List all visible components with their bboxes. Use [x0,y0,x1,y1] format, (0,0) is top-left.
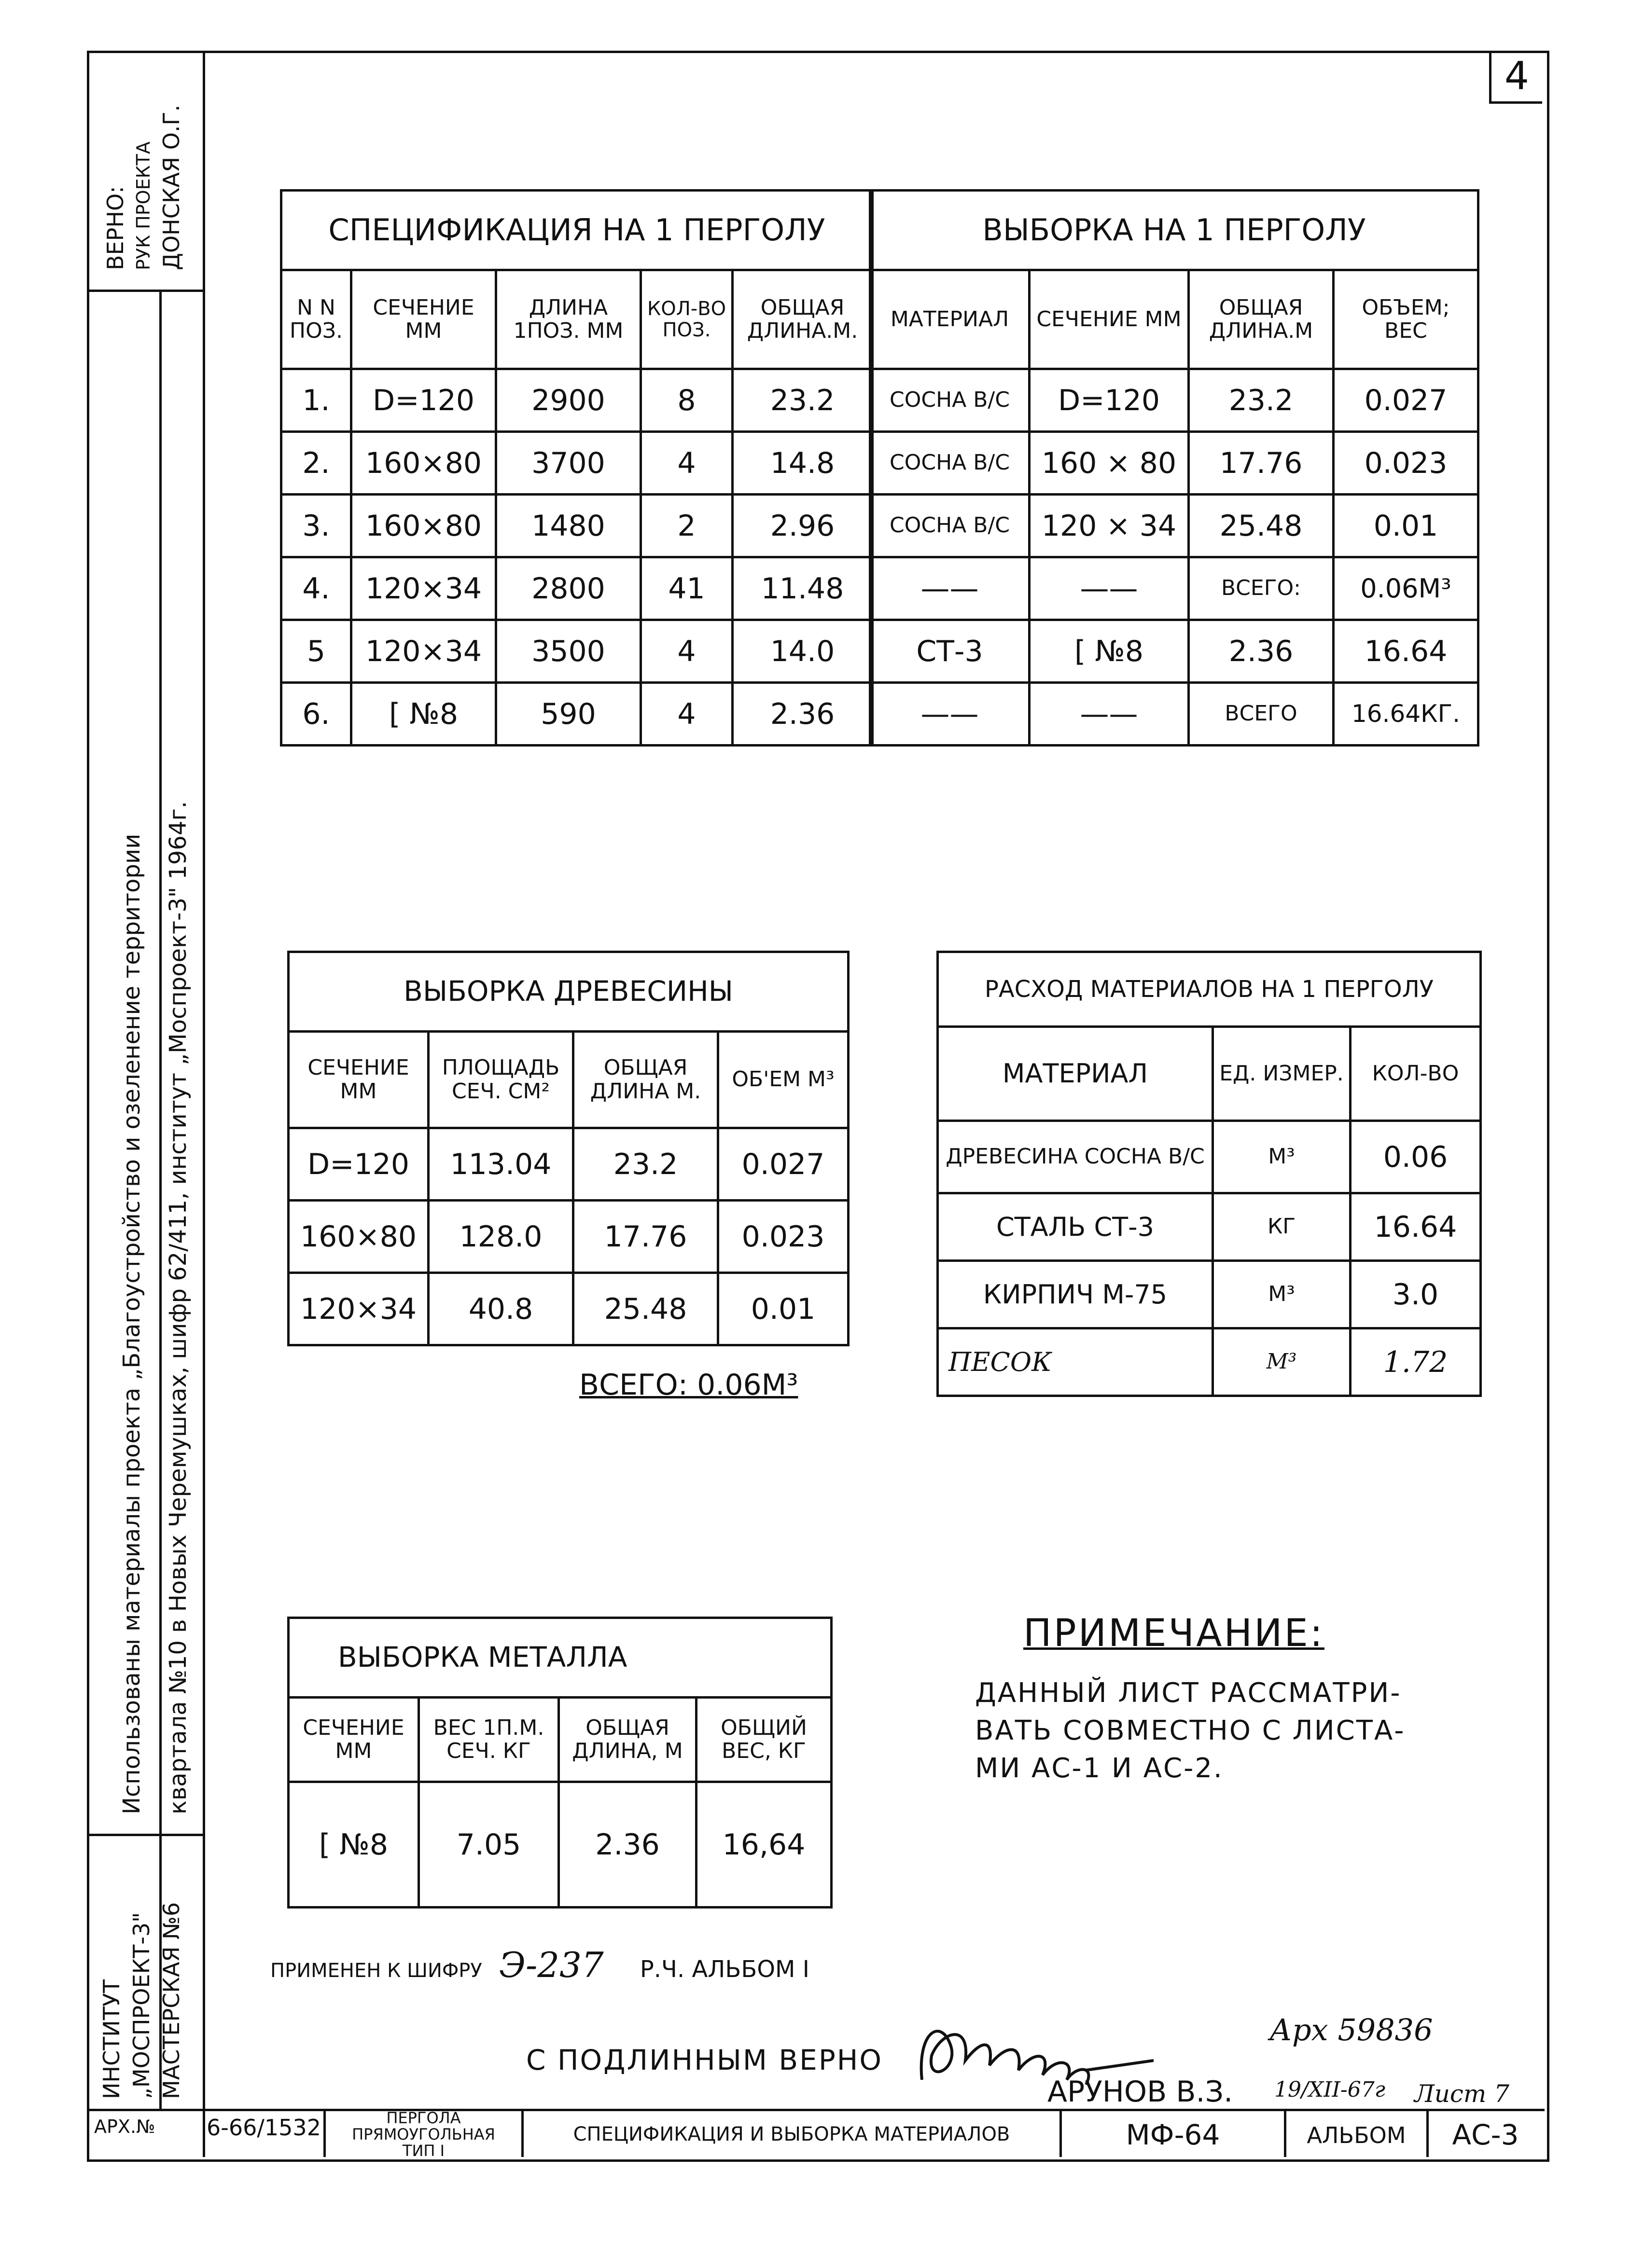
table-row [281,557,873,620]
table-row [870,620,1478,683]
wood-cell: 0.01 [718,1273,849,1345]
title-block-code: МФ-64 [1126,2118,1220,2151]
table-row [289,1782,832,1908]
table-row [938,1261,1481,1328]
metal-cell: [ №8 [289,1782,419,1908]
table-row [281,495,873,557]
selection-cell: ВСЕГО: [1189,557,1334,620]
spec-cell: 23.2 [733,369,873,432]
spec-cell: 8 [641,369,733,432]
spec-cell: 4 [641,432,733,495]
applied-code: Э-237 [499,1945,604,1985]
spec-cell: 4 [641,620,733,683]
applied-line [270,1945,809,1985]
table-row [289,1273,849,1345]
spec-header-length: ДЛИНА 1ПОЗ. ММ [496,270,641,369]
table-row [938,1328,1481,1396]
selection-cell: [ №8 [1030,620,1189,683]
sheet-number-box [1489,51,1542,104]
note-title: ПРИМЕЧАНИЕ: [1023,1612,1325,1655]
institute-line-3: МАСТЕРСКАЯ №6 [158,1902,184,2099]
spec-cell: 6. [281,683,351,746]
table-row [281,683,873,746]
consumption-cell: М³ [1213,1121,1351,1193]
consumption-cell: 0.06 [1351,1121,1481,1193]
selection-header-section: СЕЧЕНИЕ ММ [1030,270,1189,369]
table-row [938,1121,1481,1193]
title-block-title: СПЕЦИФИКАЦИЯ И ВЫБОРКА МАТЕРИАЛОВ [573,2123,1010,2145]
wood-cell: 128.0 [429,1201,573,1273]
selection-cell: 16.64КГ. [1334,683,1478,746]
wood-cell: D=120 [289,1128,429,1201]
wood-table [287,951,850,1346]
selection-cell: СОСНА В/С [870,432,1030,495]
title-block-sep-1 [203,2109,205,2157]
consumption-header-material: МАТЕРИАЛ [938,1027,1213,1121]
selection-header-volume: ОБЪЕМ; ВЕС [1334,270,1478,369]
table-row [870,432,1478,495]
selection-cell: D=120 [1030,369,1189,432]
wood-header-section: СЕЧЕНИЕ ММ [289,1032,429,1128]
spec-header-count: КОЛ-ВО ПОЗ. [641,270,733,369]
verno-line-1: ВЕРНО: [102,186,128,270]
selection-cell: 0.01 [1334,495,1478,557]
selection-table [869,189,1479,747]
metal-cell: 2.36 [559,1782,697,1908]
title-block-arch-number: 6-66/1532 [207,2115,321,2141]
selection-cell: ВСЕГО [1189,683,1334,746]
spec-table [280,189,874,747]
wood-header-total-length: ОБЩАЯ ДЛИНА М. [573,1032,718,1128]
consumption-cell: КГ [1213,1193,1351,1261]
note-line-1: ДАННЫЙ ЛИСТ РАССМАТРИ- [975,1677,1402,1709]
selection-cell: 0.06М³ [1334,557,1478,620]
selection-header-total-length: ОБЩАЯ ДЛИНА.М [1189,270,1334,369]
consumption-cell: ДРЕВЕСИНА СОСНА В/С [938,1121,1213,1193]
wood-total: ВСЕГО: 0.06М³ [579,1368,798,1402]
used-materials-line-2: квартала №10 в Новых Черемушках, шифр 62/411, институт „Моспроект-3" 1964г. [165,801,192,1814]
title-block-object [326,2110,521,2159]
selection-cell: 2.36 [1189,620,1334,683]
consumption-cell: КИРПИЧ М-75 [938,1261,1213,1328]
spec-cell: 5 [281,620,351,683]
table-row [289,1201,849,1273]
note-line-2: ВАТЬ СОВМЕСТНО С ЛИСТА- [975,1715,1406,1746]
certified-name: АРУНОВ В.З. [1047,2075,1233,2109]
spec-cell: 160×80 [351,495,496,557]
spec-cell: 3500 [496,620,641,683]
table-row [870,683,1478,746]
spec-cell: [ №8 [351,683,496,746]
wood-cell: 0.027 [718,1128,849,1201]
wood-header-area: ПЛОЩАДЬ СЕЧ. СМ² [429,1032,573,1128]
table-row [281,620,873,683]
selection-cell: 0.023 [1334,432,1478,495]
selection-header-material: МАТЕРИАЛ [870,270,1030,369]
title-block-top-line [87,2109,1545,2111]
spec-cell: 120×34 [351,557,496,620]
spec-cell: 3700 [496,432,641,495]
spec-cell: 2. [281,432,351,495]
wood-cell: 25.48 [573,1273,718,1345]
title-block-album-label: АЛЬБОМ [1307,2122,1406,2148]
spec-table-title: СПЕЦИФИКАЦИЯ НА 1 ПЕРГОЛУ [281,191,873,270]
certified-sheet: Лист 7 [1414,2080,1510,2108]
consumption-cell: ПЕСОК [938,1328,1213,1396]
wood-cell: 0.023 [718,1201,849,1273]
spec-cell: 2.36 [733,683,873,746]
spec-cell: 120×34 [351,620,496,683]
selection-cell: 23.2 [1189,369,1334,432]
wood-cell: 113.04 [429,1128,573,1201]
wood-header-volume: ОБ'ЕМ М³ [718,1032,849,1128]
spec-cell: 590 [496,683,641,746]
table-row [281,432,873,495]
spec-cell: 41 [641,557,733,620]
spec-cell: D=120 [351,369,496,432]
spec-cell: 4. [281,557,351,620]
metal-header-total-length: ОБЩАЯ ДЛИНА, М [559,1698,697,1782]
consumption-header-count: КОЛ-ВО [1351,1027,1481,1121]
institute-line-2: „МОСПРОЕКТ-3" [128,1912,154,2099]
object-line-2: ПРЯМОУГОЛЬНАЯ [352,2125,495,2144]
spec-cell: 2 [641,495,733,557]
metal-table-title: ВЫБОРКА МЕТАЛЛА [289,1618,832,1698]
table-row [870,369,1478,432]
metal-cell: 7.05 [419,1782,559,1908]
selection-cell: 17.76 [1189,432,1334,495]
consumption-cell: 1.72 [1351,1328,1481,1396]
title-block-album: АС-3 [1452,2118,1519,2151]
consumption-cell: 16.64 [1351,1193,1481,1261]
selection-cell: —— [1030,683,1189,746]
wood-cell: 40.8 [429,1273,573,1345]
wood-cell: 160×80 [289,1201,429,1273]
spec-cell: 3. [281,495,351,557]
spec-cell: 11.48 [733,557,873,620]
table-row [281,369,873,432]
selection-cell: —— [870,683,1030,746]
certified-date: 19/XII-67г [1274,2077,1385,2102]
selection-cell: 160 × 80 [1030,432,1189,495]
spec-cell: 1. [281,369,351,432]
wood-table-title: ВЫБОРКА ДРЕВЕСИНЫ [289,952,849,1032]
table-row [289,1128,849,1201]
selection-cell: 16.64 [1334,620,1478,683]
spec-cell: 2.96 [733,495,873,557]
selection-cell: —— [1030,557,1189,620]
spec-cell: 2800 [496,557,641,620]
object-line-3: ТИП I [402,2142,445,2160]
left-stamp-divider-1 [87,290,205,292]
selection-cell: 25.48 [1189,495,1334,557]
institute-line-1: ИНСТИТУТ [98,1979,125,2099]
consumption-table [936,951,1482,1397]
selection-cell: СОСНА В/С [870,369,1030,432]
spec-cell: 14.0 [733,620,873,683]
object-line-1: ПЕРГОЛА [386,2109,461,2127]
verno-line-3: ДОНСКАЯ О.Г. [158,104,184,270]
wood-cell: 120×34 [289,1273,429,1345]
sheet-number: 4 [1505,54,1529,98]
used-materials-stamp [109,801,201,1814]
archive-number: Арх 59836 [1269,2012,1433,2047]
wood-cell: 23.2 [573,1128,718,1201]
spec-cell: 14.8 [733,432,873,495]
selection-cell: 0.027 [1334,369,1478,432]
note-line-3: МИ АС-1 И АС-2. [975,1753,1224,1784]
consumption-header-unit: ЕД. ИЗМЕР. [1213,1027,1351,1121]
spec-header-section: СЕЧЕНИЕ ММ [351,270,496,369]
table-row [938,1193,1481,1261]
wood-cell: 17.76 [573,1201,718,1273]
metal-cell: 16,64 [697,1782,832,1908]
verno-stamp [101,105,185,270]
spec-cell: 1480 [496,495,641,557]
consumption-cell: М³ [1213,1328,1351,1396]
title-block-arch-label: АРХ.№ [94,2116,155,2137]
spec-cell: 160×80 [351,432,496,495]
consumption-cell: СТАЛЬ СТ-3 [938,1193,1213,1261]
spec-header-pos: N N ПОЗ. [281,270,351,369]
spec-cell: 4 [641,683,733,746]
spec-cell: 2900 [496,369,641,432]
spec-header-total-length: ОБЩАЯ ДЛИНА.М. [733,270,873,369]
selection-cell: —— [870,557,1030,620]
metal-header-total-weight: ОБЩИЙ ВЕС, КГ [697,1698,832,1782]
table-row [870,557,1478,620]
verno-line-2: РУК ПРОЕКТА [133,141,154,270]
left-stamp-divider-2 [87,1834,205,1836]
metal-table [287,1617,833,1908]
applied-suffix: Р.Ч. АЛЬБОМ I [640,1956,809,1983]
certified-text: С ПОДЛИННЫМ ВЕРНО [526,2044,883,2076]
selection-cell: СТ-3 [870,620,1030,683]
institute-stamp [97,1902,186,2099]
consumption-cell: М³ [1213,1261,1351,1328]
metal-header-weight: ВЕС 1П.М. СЕЧ. КГ [419,1698,559,1782]
selection-table-title: ВЫБОРКА НА 1 ПЕРГОЛУ [870,191,1478,270]
used-materials-line-1: Использованы материалы проекта „Благоустройство и озеленение территории [118,833,145,1814]
applied-prefix: ПРИМЕНЕН К ШИФРУ [270,1960,482,1982]
selection-cell: 120 × 34 [1030,495,1189,557]
table-row [870,495,1478,557]
selection-cell: СОСНА В/С [870,495,1030,557]
left-margin-line [203,51,205,2111]
consumption-cell: 3.0 [1351,1261,1481,1328]
consumption-table-title: РАСХОД МАТЕРИАЛОВ НА 1 ПЕРГОЛУ [938,952,1481,1027]
metal-header-section: СЕЧЕНИЕ ММ [289,1698,419,1782]
note-text [975,1674,1405,1787]
